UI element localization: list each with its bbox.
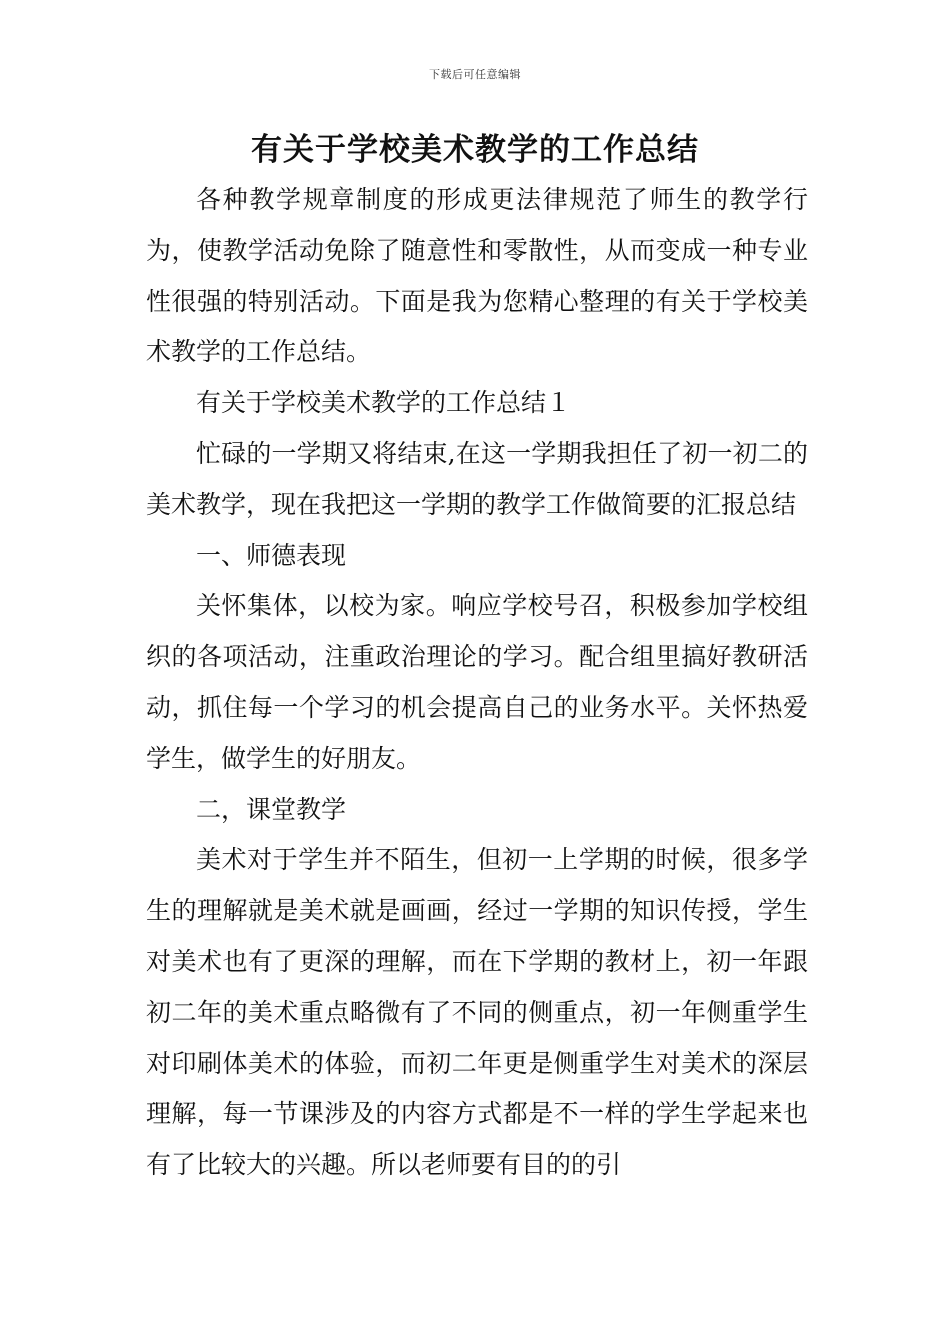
classroom-paragraph: 美术对于学生并不陌生，但初一上学期的时候，很多学生的理解就是美术就是画画，经过一学期的知识传授，学生对美术也有了更深的理解，而在下学期的教材上，初一年跟初二年的美术重点略微有了不同的侧重点，初一年侧重学生对印刷体美术的体验，而初二年更是侧重学生对美术的深层理解，每一节课涉及的内容方式都是不一样的学生学起来也有了比较大的兴趣。所以老师要有目的的引: [146, 845, 808, 1180]
ethics-paragraph: 关怀集体，以校为家。响应学校号召，积极参加学校组织的各项活动，注重政治理论的学习。配合组里搞好教研活动，抓住每一个学习的机会提高自己的业务水平。关怀热爱学生，做学生的好朋友。: [146, 591, 808, 773]
document-body: [146, 175, 808, 1191]
section-heading-summary-1: 有关于学校美术教学的工作总结１: [196, 388, 572, 418]
section-heading-classroom: 二，课堂教学: [196, 794, 347, 824]
section-heading-ethics: 一、师德表现: [196, 540, 347, 570]
opening-paragraph: 忙碌的一学期又将结束,在这一学期我担任了初一初二的美术教学，现在我把这一学期的教学工作做简要的汇报总结: [146, 438, 808, 519]
document-title: 有关于学校美术教学的工作总结: [251, 132, 699, 168]
header-note: 下载后可任意编辑: [429, 68, 521, 81]
intro-paragraph: 各种教学规章制度的形成更法律规范了师生的教学行为，使教学活动免除了随意性和零散性，从而变成一种专业性很强的特别活动。下面是我为您精心整理的有关于学校美术教学的工作总结。: [146, 185, 808, 367]
